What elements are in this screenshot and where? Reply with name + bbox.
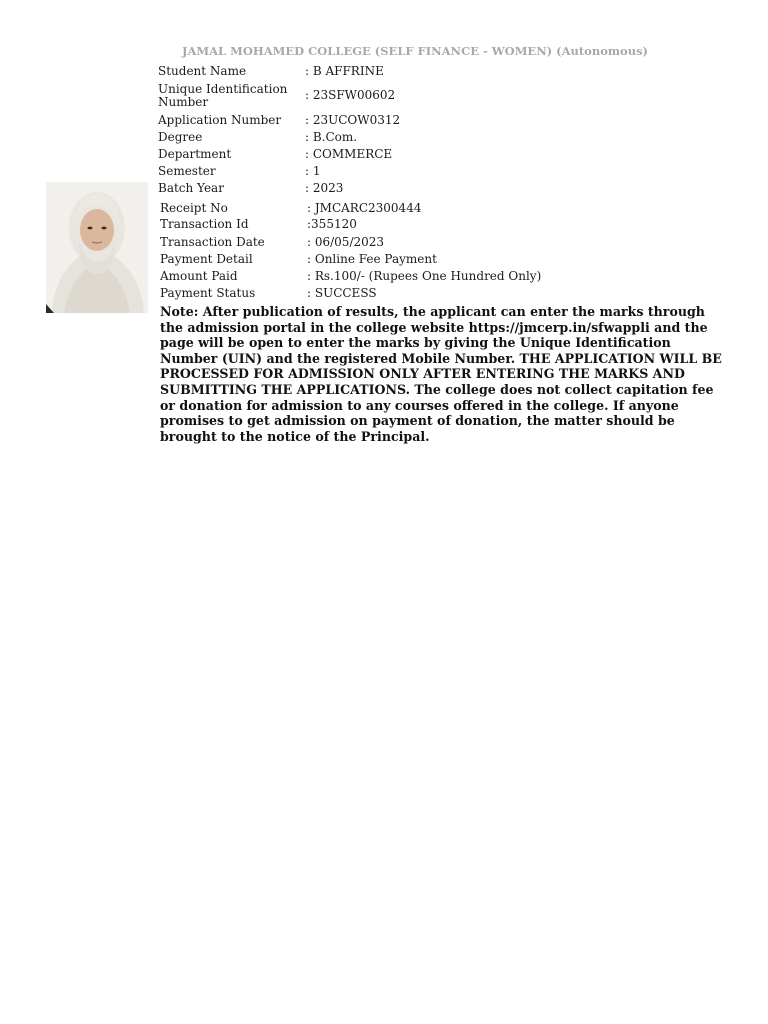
- application-number-value: : 23UCOW0312: [305, 113, 401, 127]
- transaction-date-value: : 06/05/2023: [307, 235, 385, 249]
- application-number-label: Application Number: [158, 113, 282, 127]
- payment-detail-value: : Online Fee Payment: [307, 252, 437, 266]
- student-photo-image: [46, 182, 148, 313]
- payment-status-value: : SUCCESS: [307, 286, 377, 300]
- admission-note: Note: After publication of results, the applicant can enter the marks through the admission portal in the college website https://jmcerp.in/sfwappli and the page will be open to enter the marks by giving the Unique Identification Number (UIN) and the registered Mobile Number. THE APPLICATION WILL BE PROCESSED FOR ADMISSION ONLY AFTER ENTERING THE MARKS AND SUBMITTING THE APPLICATIONS. The college does not collect capitation fee or donation for admission to any courses offered in the college. If anyone promises to get admission on payment of donation, the matter should be brought to the notice of the Principal.: [160, 304, 722, 444]
- amount-paid-value: : Rs.100/- (Rupees One Hundred Only): [307, 269, 542, 283]
- student-photo: [46, 182, 148, 313]
- payment-status-label: Payment Status: [160, 286, 256, 300]
- transaction-date-label: Transaction Date: [160, 235, 265, 249]
- department-label: Department: [158, 147, 232, 161]
- semester-label: Semester: [158, 164, 216, 178]
- student-name-value: : B AFFRINE: [305, 64, 384, 78]
- department-value: : COMMERCE: [305, 147, 393, 161]
- semester-value: : 1: [305, 164, 321, 178]
- uin-value: : 23SFW00602: [305, 88, 396, 102]
- receipt-no-label: Receipt No: [160, 201, 228, 215]
- student-name-label: Student Name: [158, 64, 247, 78]
- degree-value: : B.Com.: [305, 130, 358, 144]
- batch-year-label: Batch Year: [158, 181, 224, 195]
- batch-year-value: : 2023: [305, 181, 344, 195]
- uin-label: Unique Identification Number: [158, 82, 288, 109]
- transaction-id-value: :355120: [307, 217, 357, 231]
- amount-paid-label: Amount Paid: [160, 269, 238, 283]
- receipt-no-value: : JMCARC2300444: [307, 201, 422, 215]
- payment-detail-label: Payment Detail: [160, 252, 253, 266]
- college-header: JAMAL MOHAMED COLLEGE (SELF FINANCE - WOMEN) (Autonomous): [182, 44, 649, 58]
- transaction-id-label: Transaction Id: [160, 217, 249, 231]
- degree-label: Degree: [158, 130, 203, 144]
